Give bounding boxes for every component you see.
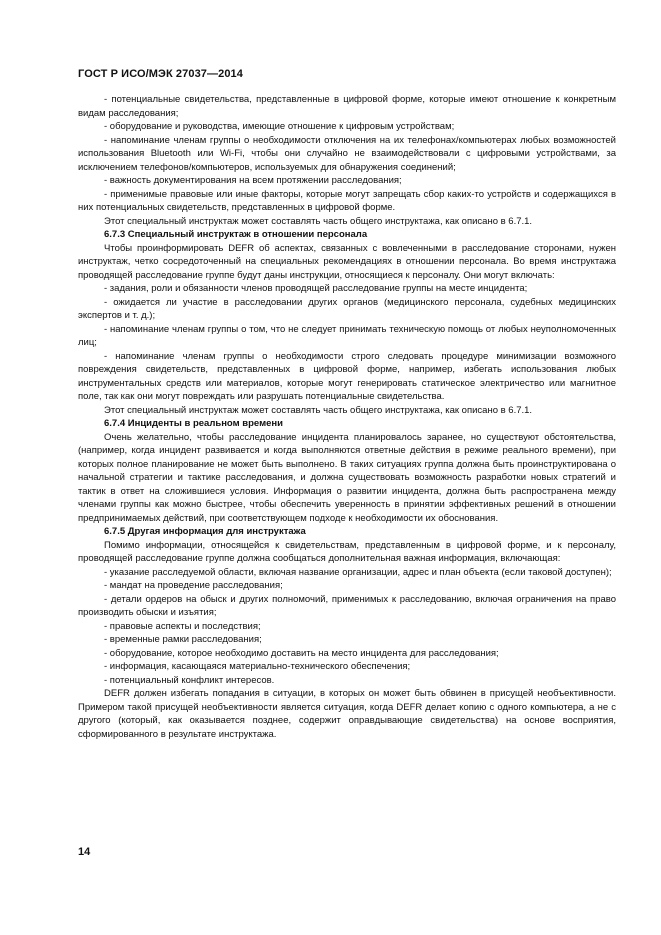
list-item: - правовые аспекты и последствия; — [104, 620, 261, 632]
list-item: - временные рамки расследования; — [104, 634, 262, 645]
list-item: - информация, касающаяся материально-технического обеспечения; — [104, 661, 411, 672]
list-item: - указание расследуемой области, включая название организации, адрес и план объекта (если таковой доступен); — [104, 566, 612, 578]
list-item: - напоминание членам группы о необходимости отключения на их телефонах/компьютерах любых возможностей использования Bluetooth или Wi-Fi, чтобы они случайно не взаимодействовали с цифровыми устройствами, за исключением телефонов/компьютеров, используемых для обнаружения соединений; — [78, 134, 616, 173]
paragraph: Помимо информации, относящейся к свидетельствам, представленным в цифровой форме, и к персоналу, проводящей расследование группе должна сообщаться дополнительная важная информация, включающая: — [78, 539, 616, 564]
page-number: 14 — [78, 846, 91, 858]
list-item: - потенциальные свидетельства, представленные в цифровой форме, которые имеют отношение к конкретным видам расследования; — [78, 94, 616, 119]
list-item: - ожидается ли участие в расследовании других органов (медицинского персонала, судебных медицинских экспертов и т. д.); — [78, 296, 616, 321]
section-heading: 6.7.4 Инциденты в реальном времени — [104, 418, 283, 429]
list-item: - мандат на проведение расследования; — [104, 580, 283, 591]
list-item: - напоминание членам группы о необходимости строго следовать процедуре минимизации возможного повреждения свидетельств, представленных в цифровой форме, например, избегать использования любых инструментальных средств или материалов, которые могут генерировать статическое электричество или магнитное поле, так как они могут повреждать или разрушать потенциальные свидетельства. — [78, 350, 616, 402]
paragraph: Этот специальный инструктаж может составлять часть общего инструктажа, как описано в 6.7.1. — [104, 404, 533, 416]
paragraph: DEFR должен избегать попадания в ситуации, в которых он может быть обвинен в присущей необъективности. Примером такой присущей необъективности является ситуация, когда DEFR делает копию с одного компьютера, а не с другого (который, как оказывается позднее, содержит оправдывающие свидетельства) на основе восприятия, сформированного в результате инструктажа. — [78, 688, 616, 740]
section-heading: 6.7.3 Специальный инструктаж в отношении персонала — [104, 229, 368, 240]
paragraph: Чтобы проинформировать DEFR об аспектах, связанных с вовлеченными в расследование сторонами, нужен инструктаж, четко сосредоточенный на специальных рекомендациях в отношении персонала. Во время инструктажа проводящей расследование группе будут даны инструкции, относящиеся к персоналу. Они могут включать: — [78, 242, 616, 281]
list-item: - потенциальный конфликт интересов. — [104, 674, 275, 686]
paragraph: Этот специальный инструктаж может составлять часть общего инструктажа, как описано в 6.7.1. — [104, 215, 533, 227]
list-item: - оборудование и руководства, имеющие отношение к цифровым устройствам; — [104, 121, 455, 132]
document-body — [78, 93, 616, 741]
list-item: - важность документирования на всем протяжении расследования; — [104, 175, 402, 186]
list-item: - детали ордеров на обыск и других полномочий, применимых к расследованию, включая ограничения на право производить обыски и изъятия; — [78, 593, 616, 618]
list-item: - применимые правовые или иные факторы, которые могут запрещать сбор каких-то устройств и содержащихся в них потенциальных свидетельств, представленных в цифровой форме. — [78, 188, 616, 213]
list-item: - задания, роли и обязанности членов проводящей расследование группы на месте инцидента; — [104, 283, 528, 294]
section-heading: 6.7.5 Другая информация для инструктажа — [104, 526, 306, 537]
list-item: - напоминание членам группы о том, что не следует принимать техническую помощь от любых неуполномоченных лиц; — [78, 323, 616, 348]
document-header: ГОСТ Р ИСО/МЭК 27037—2014 — [78, 68, 243, 80]
list-item: - оборудование, которое необходимо доставить на место инцидента для расследования; — [104, 647, 499, 659]
paragraph: Очень желательно, чтобы расследование инцидента планировалось заранее, но существуют обстоятельства, (например, когда инцидент развивается и когда выполняются ответные действия в режиме реального времени), при которых полное планирование не может быть выполнено. В таких ситуациях группа должна быть проинструктирована о начальной стратегии и тактике расследования, и должна существовать возможность разработки новых стратегий и тактик в ответ на сложившиеся условия. Информация о развитии инцидента, должна быть распространена между членами группы как можно быстрее, чтобы обеспечить уверенность в принятии эффективных решений в отношении предпринимаемых действий, при соответствующем подходе к необходимости их обоснования. — [78, 431, 616, 524]
